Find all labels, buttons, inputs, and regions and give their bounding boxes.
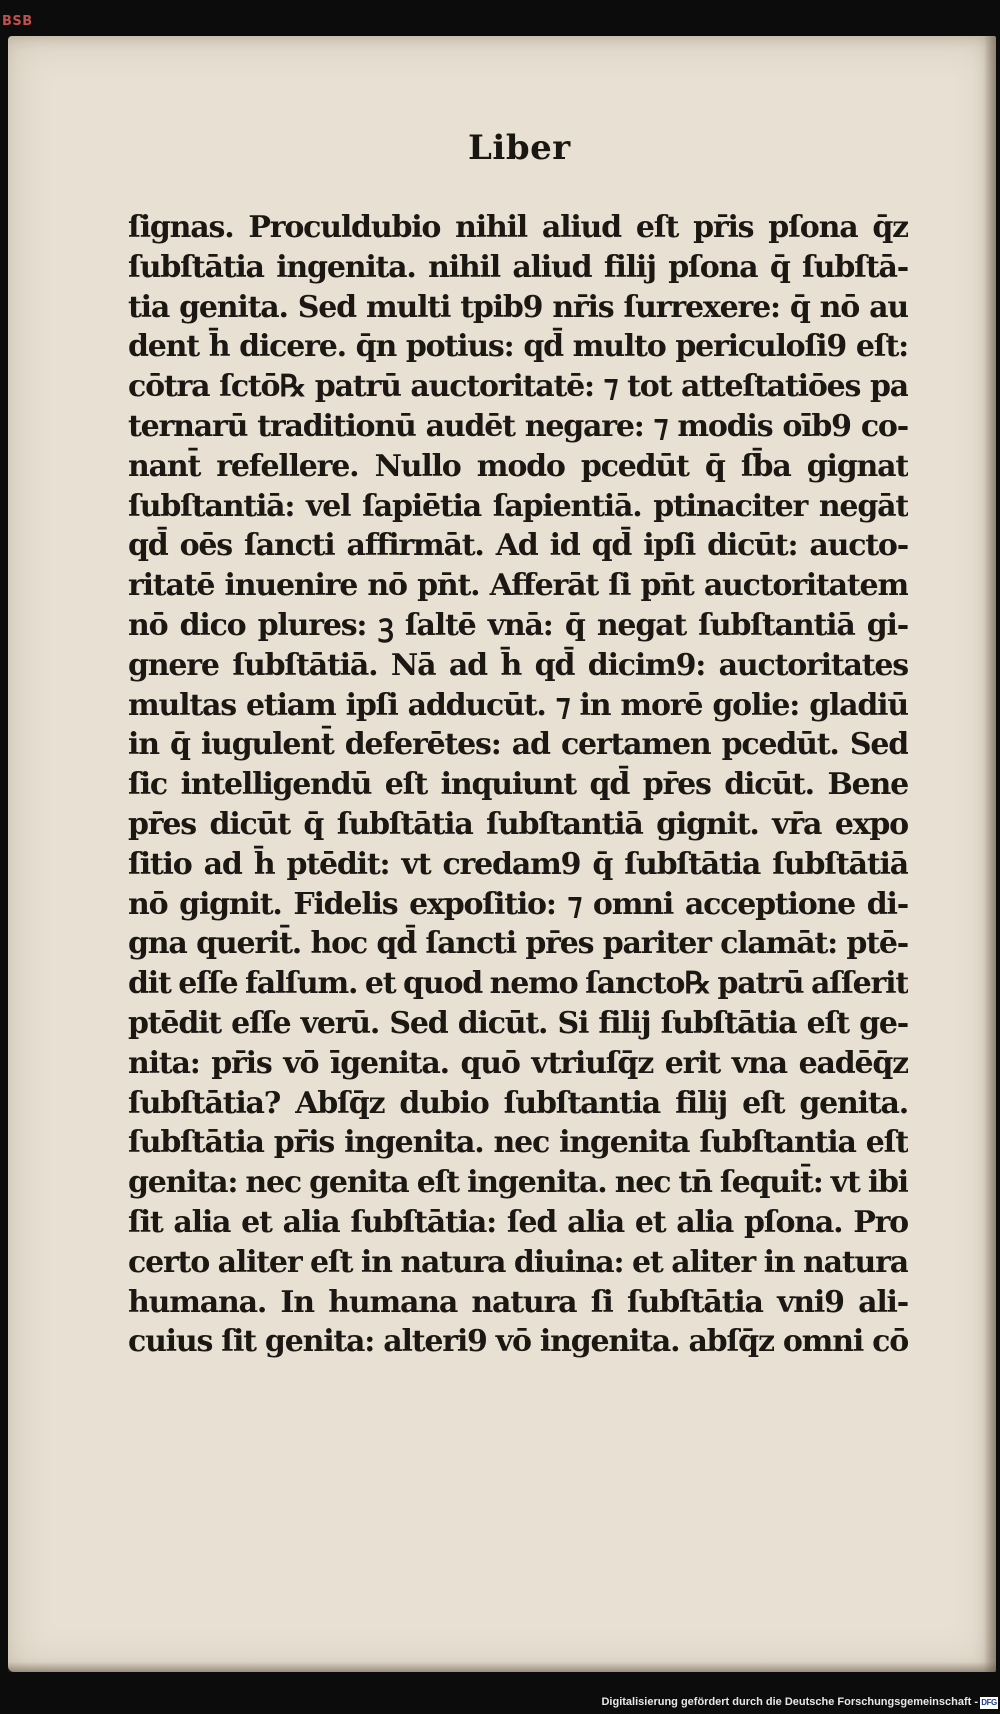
text-line: ſubſtātia pr̄is ingenita. nec ingenita ſubſtantia eſt [128,1125,908,1161]
bsb-watermark: BSB [2,14,33,29]
page-bottom-shadow [8,1662,996,1672]
text-line: cuius ſit genita: alteri9 vō ingenita. abſq̄z omni cō [128,1324,908,1360]
footer-credit: Digitalisierung gefördert durch die Deutsche Forschungsgemeinschaft - [601,1696,978,1708]
text-line: ptēdit eſſe verū. Sed dicūt. Si filij ſubſtātia eſt ge- [128,1005,908,1041]
text-line: nō dico plures: ꝫ ſaltē vnā: q̄ negat ſubſtantiā gi- [128,607,908,643]
text-line: nant̄ refellere. Nullo modo pcedūt q̄ ſb̄a gignat [128,448,908,484]
dfg-logo: DFG [981,1698,997,1707]
text-line: multas etiam ipſi adducūt. ⁊ in morē golie: gladiū [128,687,908,723]
running-header: Liber [468,128,571,168]
text-line: nō gignit. Fidelis expoſitio: ⁊ omni acceptione di- [128,886,908,922]
text-line: ritatē inuenire nō pn̄t. Afferāt ſi pn̄t auctoritatem [128,568,908,604]
text-line: in q̄ iugulent̄ deferētes: ad certamen pcedūt. Sed [128,727,908,763]
text-line: ternarū traditionū audēt negare: ⁊ modis oīb9 co- [128,408,908,444]
text-line: ſubſtātia ingenita. nihil aliud filij pſona q̄ ſubſtā- [128,249,908,285]
text-line: gnere ſubſtātiā. Nā ad h̄ qd̄ dicim9: auctoritates [128,647,908,683]
text-line: dent h̄ dicere. q̄n potius: qd̄ multo periculoſi9 eſt: [128,329,908,365]
text-line: dit eſſe falſum. et quod nemo ſancto℞ patrū aſſerit [128,966,908,1002]
text-line: gna querit̄. hoc qd̄ ſancti pr̄es pariter clamāt: ptē- [128,926,908,962]
text-line: genita: nec genita eſt ingenita. nec tn̄ ſequit̄: vt ibi [128,1165,908,1201]
book-page [8,36,996,1672]
text-line: ſubſtantiā: vel ſapiētia ſapientiā. ptinaciter negāt [128,488,908,524]
text-line: ſignas. Proculdubio nihil aliud eſt pr̄is pſona q̄z [128,210,908,245]
text-line: humana. In humana natura ſi ſubſtātia vni9 ali- [128,1284,908,1320]
text-line: nita: pr̄is vō īgenita. quō vtriuſq̄z erit vna eadēq̄z [128,1045,908,1081]
text-line: tia genita. Sed multi tpib9 nr̄is ſurrexere: q̄ nō au [128,289,908,325]
body-text [128,208,908,1362]
text-line: ſit alia et alia ſubſtātia: ſed alia et alia pſona. Pro [128,1204,908,1240]
text-line: qd̄ oēs ſancti affirmāt. Ad id qd̄ ipſi dicūt: aucto- [128,528,908,564]
text-line: certo aliter eſt in natura diuina: et aliter in natura [128,1244,908,1280]
page-edge-shadow [984,36,996,1672]
text-line: ſubſtātia? Abſq̄z dubio ſubſtantia filij eſt genita. [128,1085,908,1121]
text-line: ſic intelligendū eſt inquiunt qd̄ pr̄es dicūt. Bene [128,767,908,803]
text-line: cōtra ſctō℞ patrū auctoritatē: ⁊ tot atteſtatiōes pa [128,369,908,405]
text-line: pr̄es dicūt q̄ ſubſtātia ſubſtantiā gignit. vr̄a expo [128,806,908,842]
text-line: ſitio ad h̄ ptēdit: vt credam9 q̄ ſubſtātia ſubſtātiā [128,846,908,882]
